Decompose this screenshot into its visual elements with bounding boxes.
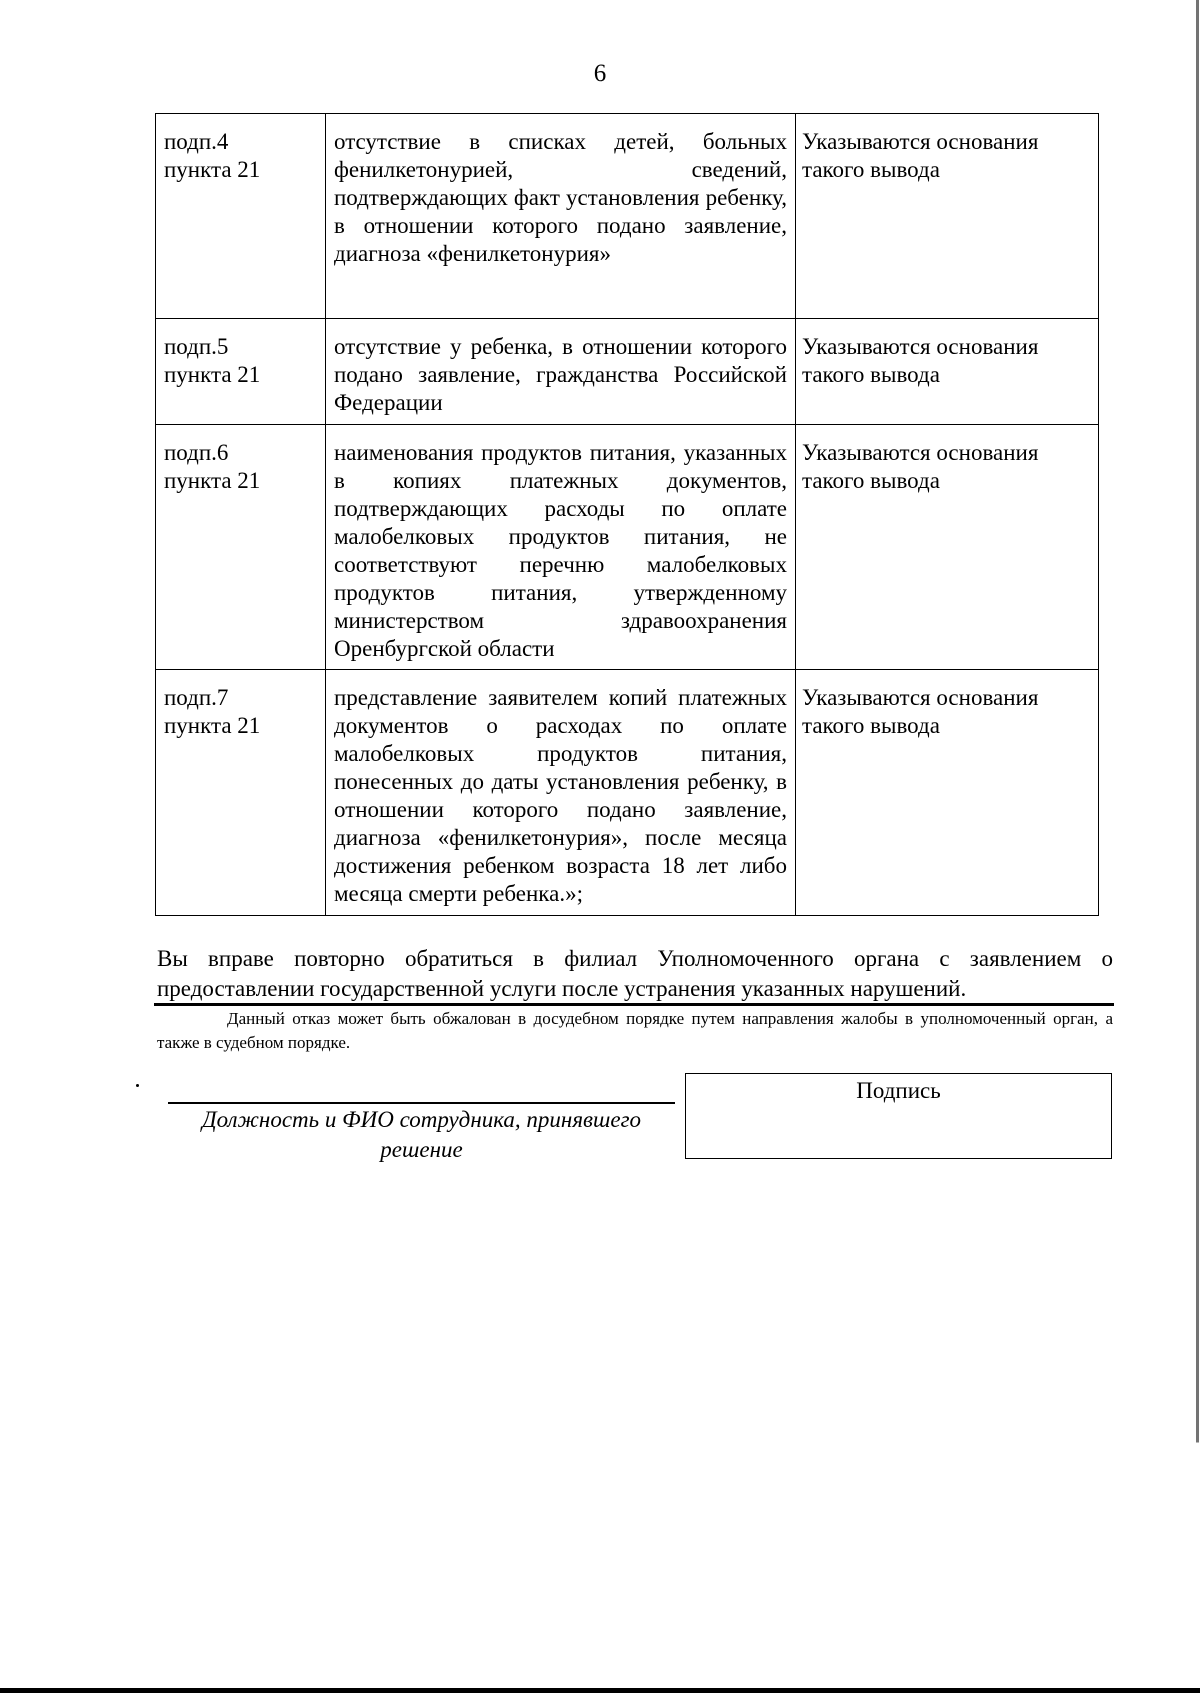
divider-line: [154, 1003, 1114, 1006]
paragraph-ref: пункта 21: [164, 713, 261, 738]
ground-conclusion: Указываются основания такого вывода: [796, 425, 1099, 670]
ground-conclusion: Указываются основания такого вывода: [796, 114, 1099, 319]
subparagraph-ref: подп.5: [164, 334, 229, 359]
paragraph-ref: пункта 21: [164, 362, 261, 387]
ref-cell: [156, 425, 326, 670]
ground-description: отсутствие в списках детей, больных фенилкетонурией, сведений, подтверждающих факт установления ребенку, в отношении которого подано заявление, диагноза «фенилкетонурия»: [326, 114, 796, 319]
scan-edge-bottom: [0, 1688, 1200, 1693]
ref-cell: [156, 114, 326, 319]
ref-cell: [156, 319, 326, 425]
subparagraph-ref: подп.4: [164, 129, 229, 154]
refusal-grounds-table: [155, 113, 1099, 916]
ground-description: представление заявителем копий платежных документов о расходах по оплате малобелковых продуктов питания, понесенных до даты установления ребенку, в отношении которого подано заявление, диагноза «фенилкетонурия», после месяца достижения ребенком возраста 18 лет либо месяца смерти ребенка.»;: [326, 670, 796, 916]
official-caption: Должность и ФИО сотрудника, принявшего решение: [201, 1107, 642, 1162]
ground-description: отсутствие у ребенка, в отношении которого подано заявление, гражданства Российской Федерации: [326, 319, 796, 425]
paragraph-ref: пункта 21: [164, 157, 261, 182]
ref-cell: [156, 670, 326, 916]
ground-conclusion: Указываются основания такого вывода: [796, 319, 1099, 425]
subparagraph-ref: подп.7: [164, 685, 229, 710]
table-row: [156, 319, 1099, 425]
reapply-note: Вы вправе повторно обратиться в филиал Уполномоченного органа с заявлением о предоставлении государственной услуги после устранения указанных нарушений.: [157, 946, 1113, 1001]
signature-label: Подпись: [856, 1078, 941, 1103]
subparagraph-ref: подп.6: [164, 440, 229, 465]
scan-speck: [136, 1084, 139, 1087]
official-signature-line: [168, 1102, 675, 1104]
table-row: [156, 425, 1099, 670]
signature-box: [685, 1073, 1112, 1159]
appeal-notice: Данный отказ может быть обжалован в досудебном порядке путем направления жалобы в уполномоченный орган, а также в судебном порядке.: [157, 1009, 1113, 1052]
scan-edge-right: [1196, 0, 1199, 1697]
ground-conclusion: Указываются основания такого вывода: [796, 670, 1099, 916]
table-row: [156, 114, 1099, 319]
ground-description: наименования продуктов питания, указанных в копиях платежных документов, подтверждающих расходы по оплате малобелковых продуктов питания, не соответствуют перечню малобелковых продуктов питания, утвержденному министерством здравоохранения Оренбургской области: [326, 425, 796, 670]
table-row: [156, 670, 1099, 916]
page-number: 6: [593, 60, 607, 87]
paragraph-ref: пункта 21: [164, 468, 261, 493]
